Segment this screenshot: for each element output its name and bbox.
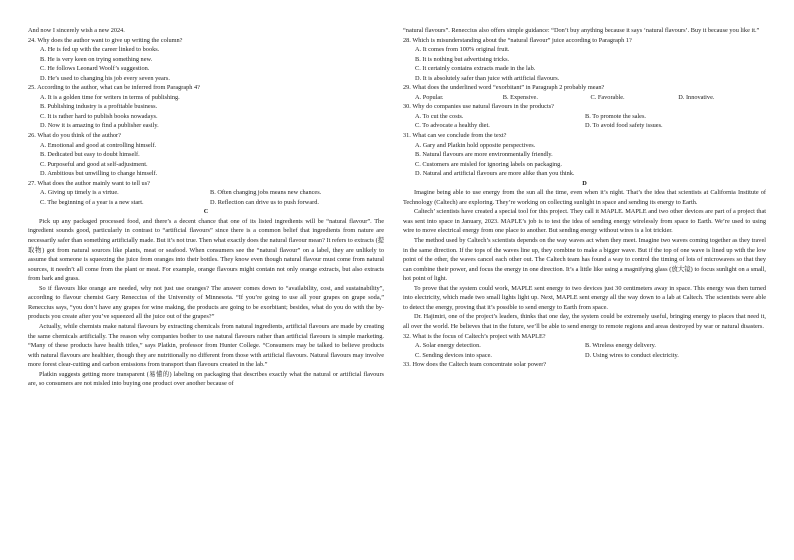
passage-c-paragraph-1: Pick up any packaged processed food, and there’s a decent chance that one of its listed ingredients will be “natural flavour”. The ingredient sounds good, particularly in contrast to “artificial flavours” since there is a common belief that ingredients from nature are necessarily safer than something artificially made. But it’s not true. Then what exactly does the natural flavour mean? It refers to extracts (提取物) got from natural sources like plants, meat or seafood. When consumers see the “natural flavour” on a label, they are unlikely to assume that someone is squeezing the juice from oranges into their bottles. They know even though natural flavour must come from natural sources, it needn’t all come from the plant or meat. For example, orange flavours might contain not only orange extracts, but also extracts from bark and grass.	[28, 217, 384, 283]
q29-option-d[interactable]: D. Innovative.	[678, 93, 715, 101]
passage-c-paragraph-2: So if flavours like orange are needed, why not just use oranges? The answer comes down to “availability, cost, and sustainability”, according to flavour chemist Gary Reneccius of the University of Minnesota. “If you’re going to use all your grapes on grape soda,” Reneccius says, “you don’t have any grapes for wine making, the products are going to be exorbitant; besides, what do you do with the by-products you create after you’ve squeezed all the juice out of the grapes?”	[28, 284, 384, 321]
passage-c-paragraph-4: Platkin suggests getting more transparent (易懂的) labeling on packaging that describes exactly what the natural or artificial flavours are, so consumers are not misled into buying one product over another because of	[28, 370, 384, 388]
q32-options-row-2	[415, 351, 766, 361]
question-26: 26. What do you think of the author?	[28, 132, 121, 140]
q26-option-d[interactable]: D. Ambitious but unwilling to change himself.	[40, 170, 158, 178]
q30-option-c[interactable]: C. To advocate a healthy diet.	[415, 122, 490, 130]
q26-option-c[interactable]: C. Purposeful and good at self-adjustment.	[40, 160, 148, 168]
question-27: 27. What does the author mainly want to tell us?	[28, 179, 150, 187]
question-32: 32. What is the focus of Caltech’s project with MAPLE?	[403, 332, 546, 340]
q28-option-c[interactable]: C. It certainly contains extracts made in the lab.	[415, 65, 536, 73]
q25-option-a[interactable]: A. It is a golden time for writers in terms of publishing.	[40, 93, 180, 101]
q28-option-a[interactable]: A. It comes from 100% original fruit.	[415, 46, 510, 54]
q24-option-b[interactable]: B. He is very keen on trying something new.	[40, 55, 153, 63]
passage-d-paragraph-4: To prove that the system could work, MAPLE sent energy to two devices just 30 centimeters away in space. This energy was then turned into electricity, which made two small lights light up. Next, MAPLE sent energy all the way down to a lab at Caltech. The scientists were able to detect the energy, proving that it’s possible to send energy to Earth from space.	[403, 284, 766, 311]
question-28: 28. Which is misunderstanding about the “natural flavour” juice according to Paragraph 1?	[403, 36, 632, 44]
passage-c-continuation: “natural flavours”. Reneccius also offers simple guidance: “Don’t buy anything because it says ‘natural flavours’. Buy it because you like it.”	[403, 27, 760, 34]
q31-option-d[interactable]: D. Natural and artificial flavours are more alike than you think.	[415, 170, 575, 178]
section-d-heading: D	[582, 179, 587, 187]
question-31: 31. What can we conclude from the text?	[403, 132, 507, 140]
q30-option-d[interactable]: D. To avoid food safety issues.	[585, 122, 663, 130]
q31-option-a[interactable]: A. Gary and Platkin hold opposite perspectives.	[415, 141, 536, 149]
passage-d-paragraph-5: Dr. Hajimiri, one of the project’s leaders, thinks that one day, the system could be extremely useful, bringing energy to places that need it, all over the world. He believes that in the future, we’ll be able to send energy to remote regions and areas destroyed by war or natural disasters.	[403, 313, 766, 330]
q24-option-a[interactable]: A. He is fed up with the career linked to books.	[40, 46, 160, 54]
q29-option-a[interactable]: A. Popular.	[415, 93, 444, 101]
q25-option-d[interactable]: D. Now it is amazing to find a publisher easily.	[40, 122, 159, 130]
right-column	[403, 26, 766, 370]
question-30: 30. Why do companies use natural flavours in the products?	[403, 103, 554, 111]
q31-option-b[interactable]: B. Natural flavours are more environmentally friendly.	[415, 151, 553, 159]
q24-option-c[interactable]: C. He follows Leonard Woolf’s suggestion.	[40, 65, 150, 73]
q32-option-b[interactable]: B. Wireless energy delivery.	[585, 342, 656, 350]
passage-d-paragraph-2: Caltech’ scientists have created a special tool for this project. They call it MAPLE. MAPLE and two other devices are part of a project that was sent into space in January, 2023. MAPLE’s job is to test the idea of sending energy wirelessly from space to Earth. We’re used to using wire to move electrical energy from one place to another. But sending energy without wires is a lot trickier.	[403, 208, 766, 235]
intro-line: And now I sincerely wish a new 2024.	[28, 27, 125, 34]
question-29: 29. What does the underlined word “exorbitant” in Paragraph 2 probably mean?	[403, 84, 605, 92]
left-column	[28, 26, 384, 389]
q26-option-a[interactable]: A. Emotional and good at controlling himself.	[40, 141, 157, 149]
question-24: 24. Why does the author want to give up writing the column?	[28, 36, 183, 44]
passage-c-paragraph-3: Actually, while chemists make natural flavours by extracting chemicals from natural ingredients, artificial flavours are made by creating the same chemicals artificially. The reason why companies bother to use natural flavours rather than artificial flavours is simple marketing. “Many of these products have health titles,” says Platkin, professor from Hunter College. “Consumers may be talked to believe products with natural flavours are healthier, though they are nutritionally no different from those with artificial flavours. Natural flavours may involve more forest clear-cutting and carbon emissions from transport than flavours created in the lab.”	[28, 322, 384, 369]
q27-option-a[interactable]: A. Giving up timely is a virtue.	[40, 189, 119, 197]
passage-d-paragraph-1: Imagine being able to use energy from the sun all the time, even when it’s night. That’s the idea that scientists at California Institute of Technology (Caltech) are exploring. They’re working on collecting sunlight in space and sending its energy to Earth.	[403, 189, 766, 206]
q24-option-d[interactable]: D. He’s used to changing his job every seven years.	[40, 74, 170, 82]
question-25: 25. According to the author, what can be inferred from Paragraph 4?	[28, 84, 200, 92]
q31-option-c[interactable]: C. Customers are misled for ignoring labels on packaging.	[415, 160, 562, 168]
q28-option-b[interactable]: B. It is nothing but advertising tricks.	[415, 55, 510, 63]
q29-option-c[interactable]: C. Favorable.	[590, 93, 625, 101]
q27-option-d[interactable]: D. Reflection can drive us to push forward.	[210, 198, 319, 206]
q32-option-c[interactable]: C. Sending devices into space.	[415, 351, 492, 359]
q32-options-row-1	[415, 341, 766, 351]
question-33: 33. How does the Caltech team concentrate solar power?	[403, 361, 547, 369]
passage-d-paragraph-3: The method used by Caltech’s scientists depends on the way waves act when they meet. Imagine two waves coming together as they travel in the same direction. If the tops of the waves line up, they combine to make a bigger wave. But if the top of one wave is lined up with the low point of the other, the waves cancel each other out. The Caltech team has found a way to control the timing of lots of microwaves so that they can combine their power, and focus the energy in one direction. It’s a little like using a magnifying glass (放大镜) to focus sunlight on a small, hot point of light.	[403, 237, 766, 283]
q26-option-b[interactable]: B. Dedicated but easy to doubt himself.	[40, 151, 140, 159]
q32-option-d[interactable]: D. Using wires to conduct electricity.	[585, 351, 679, 359]
q29-option-b[interactable]: B. Expensive.	[502, 93, 538, 101]
section-c-heading: C	[203, 208, 209, 216]
q27-options-row-1	[40, 188, 384, 198]
q30-options-row-1	[415, 112, 766, 122]
q28-option-d[interactable]: D. It is absolutely safer than juice with artificial flavours.	[415, 74, 560, 82]
q30-options-row-2	[415, 121, 766, 131]
q30-option-a[interactable]: A. To cut the costs.	[415, 112, 464, 120]
q27-option-c[interactable]: C. The beginning of a year is a new start.	[40, 198, 144, 206]
q30-option-b[interactable]: B. To promote the sales.	[585, 112, 647, 120]
q27-option-b[interactable]: B. Often changing jobs means new chances.	[210, 189, 322, 197]
q25-option-c[interactable]: C. It is rather hard to publish books nowadays.	[40, 112, 158, 120]
q25-option-b[interactable]: B. Publishing industry is a profitable business.	[40, 103, 158, 111]
q32-option-a[interactable]: A. Solar energy detection.	[415, 342, 481, 350]
q29-options-row	[415, 93, 766, 103]
q27-options-row-2	[40, 198, 384, 208]
